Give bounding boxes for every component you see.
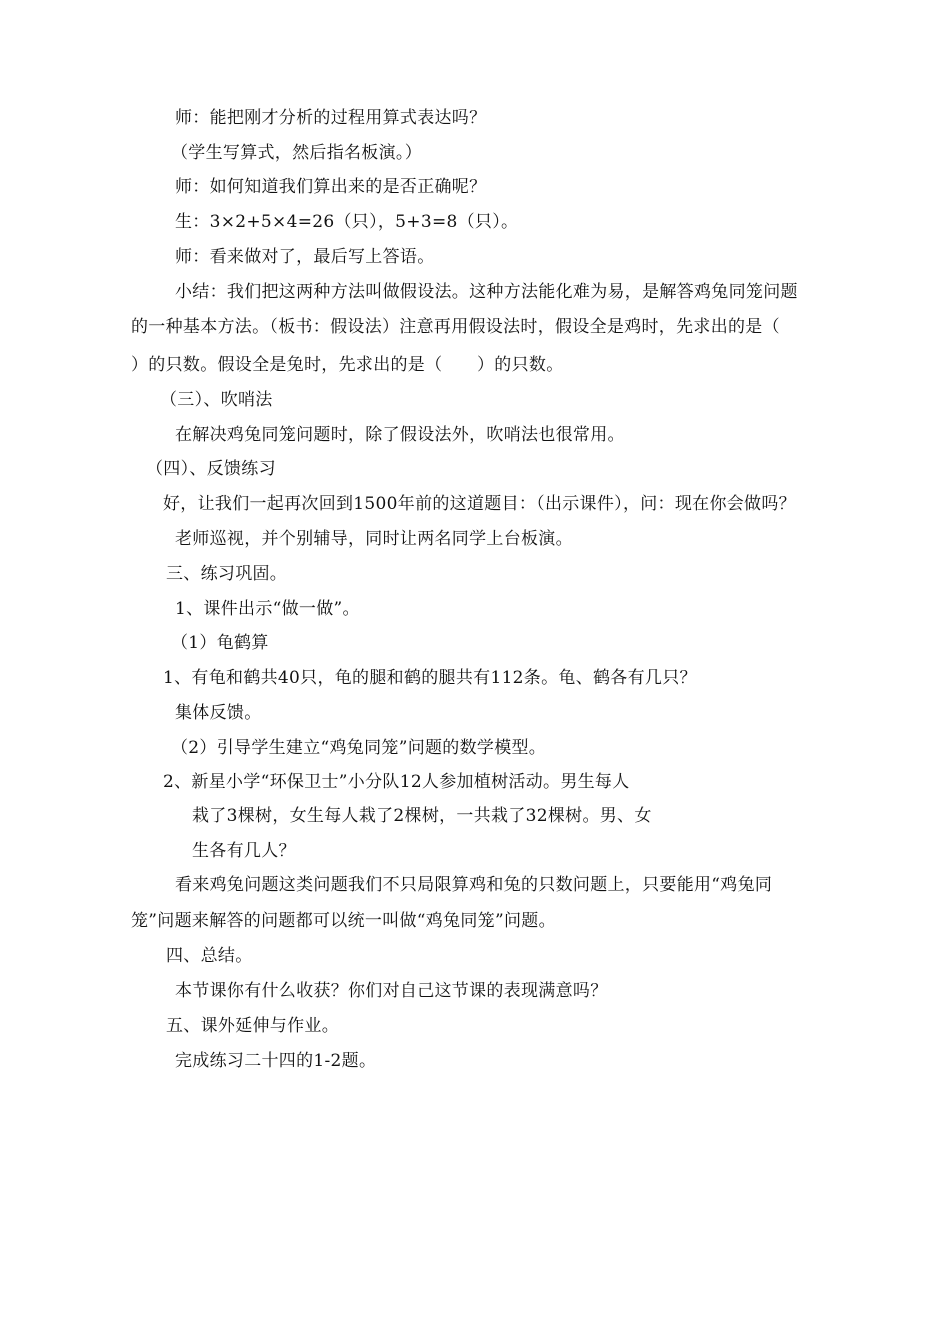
section-heading-feedback-practice: （四）、反馈练习 — [146, 459, 276, 479]
tree-planting-problem-line-1: 2、新星小学“环保卫士”小分队12人参加植树活动。男生每人 — [163, 772, 630, 792]
tree-planting-problem-line-3: 生各有几人？ — [192, 841, 296, 861]
generalization-line-1: 看来鸡兔问题这类问题我们不只局限算鸡和兔的只数问题上，只要能用“鸡兔同 — [175, 875, 773, 895]
teacher-question-expression: 师：能把刚才分析的过程用算式表达吗？ — [175, 108, 487, 128]
homework-text: 完成练习二十四的1-2题。 — [175, 1051, 377, 1071]
student-writes-formula: （学生写算式，然后指名板演。） — [171, 143, 422, 163]
turtle-crane-problem: 1、有龟和鹤共40只，龟的腿和鹤的腿共有112条。龟、鹤各有几只？ — [163, 668, 697, 688]
turtle-crane-heading: （1）龟鹤算 — [171, 633, 269, 653]
teacher-confirm: 师：看来做对了，最后写上答语。 — [175, 247, 435, 267]
whistle-method-text: 在解决鸡兔同笼问题时，除了假设法外，吹哨法也很常用。 — [175, 425, 625, 445]
student-answer-formula: 生：3×2+5×4=26（只），5+3=8（只）。 — [175, 212, 519, 232]
section-heading-whistle-method: （三）、吹哨法 — [160, 390, 273, 410]
summary-line-1: 小结：我们把这两种方法叫做假设法。这种方法能化难为易，是解答鸡兔同笼问题 — [175, 282, 798, 302]
generalization-line-2: 笼”问题来解答的问题都可以统一叫做“鸡兔同笼”问题。 — [131, 911, 556, 931]
teacher-patrol-text: 老师巡视，并个别辅导，同时让两名同学上台板演。 — [175, 529, 573, 549]
courseware-item: 1、课件出示“做一做”。 — [175, 599, 360, 619]
section-heading-summary: 四、总结。 — [166, 946, 253, 966]
summary-line-2: 的一种基本方法。（板书：假设法）注意再用假设法时，假设全是鸡时，先求出的是（ — [131, 317, 780, 337]
feedback-practice-text: 好，让我们一起再次回到1500年前的这道题目：（出示课件），问：现在你会做吗？ — [163, 494, 796, 514]
summary-question: 本节课你有什么收获？你们对自己这节课的表现满意吗？ — [175, 981, 608, 1001]
tree-planting-problem-line-2: 栽了3棵树，女生每人栽了2棵树，一共栽了32棵树。男、女 — [192, 806, 652, 826]
math-model-guidance: （2）引导学生建立“鸡兔同笼”问题的数学模型。 — [171, 738, 547, 758]
collective-feedback: 集体反馈。 — [175, 703, 262, 723]
section-heading-practice: 三、练习巩固。 — [166, 564, 288, 584]
summary-line-3: ）的只数。假设全是兔时，先求出的是（ ）的只数。 — [131, 355, 564, 375]
teacher-question-verify: 师：如何知道我们算出来的是否正确呢？ — [175, 177, 487, 197]
section-heading-homework: 五、课外延伸与作业。 — [166, 1016, 339, 1036]
